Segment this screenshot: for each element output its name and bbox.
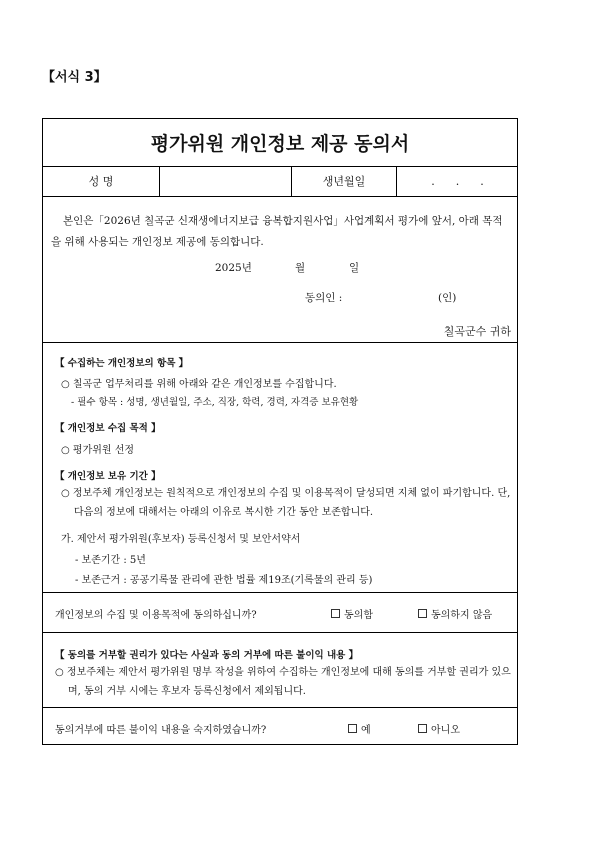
divider	[43, 592, 517, 593]
yes-label: 예	[361, 725, 371, 736]
divider	[43, 707, 517, 708]
items-bullet: ○ 칠곡군 업무처리를 위해 아래와 같은 개인정보를 수집합니다.	[61, 379, 337, 390]
date-month: 월	[295, 262, 306, 274]
form-title: 평가위원 개인정보 제공 동의서	[150, 133, 410, 155]
disagree-option[interactable]	[418, 606, 492, 621]
agree-option[interactable]	[331, 606, 373, 621]
purpose-bullet: ○ 평가위원 선정	[61, 445, 135, 456]
purpose-heading: 【 개인정보 수집 목적 】	[55, 423, 161, 434]
required-items: - 필수 항목 : 성명, 생년월일, 주소, 직장, 학력, 경력, 자격증 보유현황	[71, 397, 359, 408]
checkbox-icon[interactable]	[348, 724, 357, 733]
addressee: 칠곡군수 귀하	[443, 325, 511, 338]
refusal-heading: 【 동의를 거부할 권리가 있다는 사실과 동의 거부에 따른 불이익 내용 】	[55, 650, 359, 661]
birth-label: 생년월일	[322, 175, 366, 188]
checkbox-icon[interactable]	[418, 724, 427, 733]
checkbox-icon[interactable]	[331, 609, 340, 618]
consent-form	[42, 118, 518, 745]
date-year: 2025년	[215, 262, 252, 274]
signer-label: 동의인 :	[305, 292, 343, 304]
form-number-label: 【서식 3】	[42, 70, 107, 85]
name-field[interactable]	[160, 166, 291, 196]
birth-field[interactable]: . . .	[431, 174, 484, 188]
acknowledge-question: 동의거부에 따른 불이익 내용을 숙지하였습니까?	[55, 725, 267, 736]
divider	[43, 632, 517, 633]
name-label: 성 명	[88, 175, 114, 188]
retention-bullet: ○ 정보주체 개인정보는 원칙적으로 개인정보의 수집 및 이용목적이 달성되면 지체 없이 파기합니다. 단, 다음의 정보에 대해서는 아래의 이유로 복시한 기간 동안 보존합니다.	[61, 488, 511, 518]
yes-option[interactable]	[348, 721, 371, 736]
consent-paragraph: 본인은「2026년 칠곡군 신재생에너지보급 융복합지원사업」사업계획서 평가에 앞서, 아래 목적을 위해 사용되는 개인정보 제공에 동의합니다.	[51, 215, 503, 248]
retention-basis: - 보존근거 : 공공기록물 관리에 관한 법률 제19조(기록물의 관리 등)	[75, 575, 373, 586]
retention-heading: 【 개인정보 보유 기간 】	[55, 471, 161, 482]
agree-label: 동의함	[344, 610, 373, 621]
date-day: 일	[349, 262, 360, 274]
items-heading: 【 수집하는 개인정보의 항목 】	[55, 358, 189, 369]
refusal-bullet: ○ 정보주체는 제안서 평가위원 명부 작성을 위하여 수집하는 개인정보에 대해 동의를 거부할 권리가 있으며, 동의 거부 시에는 후보자 등록신청에서 제외됩니다.	[55, 667, 511, 697]
checkbox-icon[interactable]	[418, 609, 427, 618]
consent-statement	[43, 197, 517, 340]
disagree-label: 동의하지 않음	[431, 610, 493, 621]
no-option[interactable]	[418, 721, 460, 736]
seal-mark: (인)	[438, 292, 457, 304]
retention-period: - 보존기간 : 5년	[75, 555, 146, 566]
consent-question: 개인정보의 수집 및 이용목적에 동의하십니까?	[55, 610, 257, 621]
retention-sub-a: 가. 제안서 평가위원(후보자) 등록신청서 및 보안서약서	[61, 534, 301, 545]
info-row	[43, 166, 517, 196]
divider	[43, 342, 517, 343]
no-label: 아니오	[431, 725, 460, 736]
